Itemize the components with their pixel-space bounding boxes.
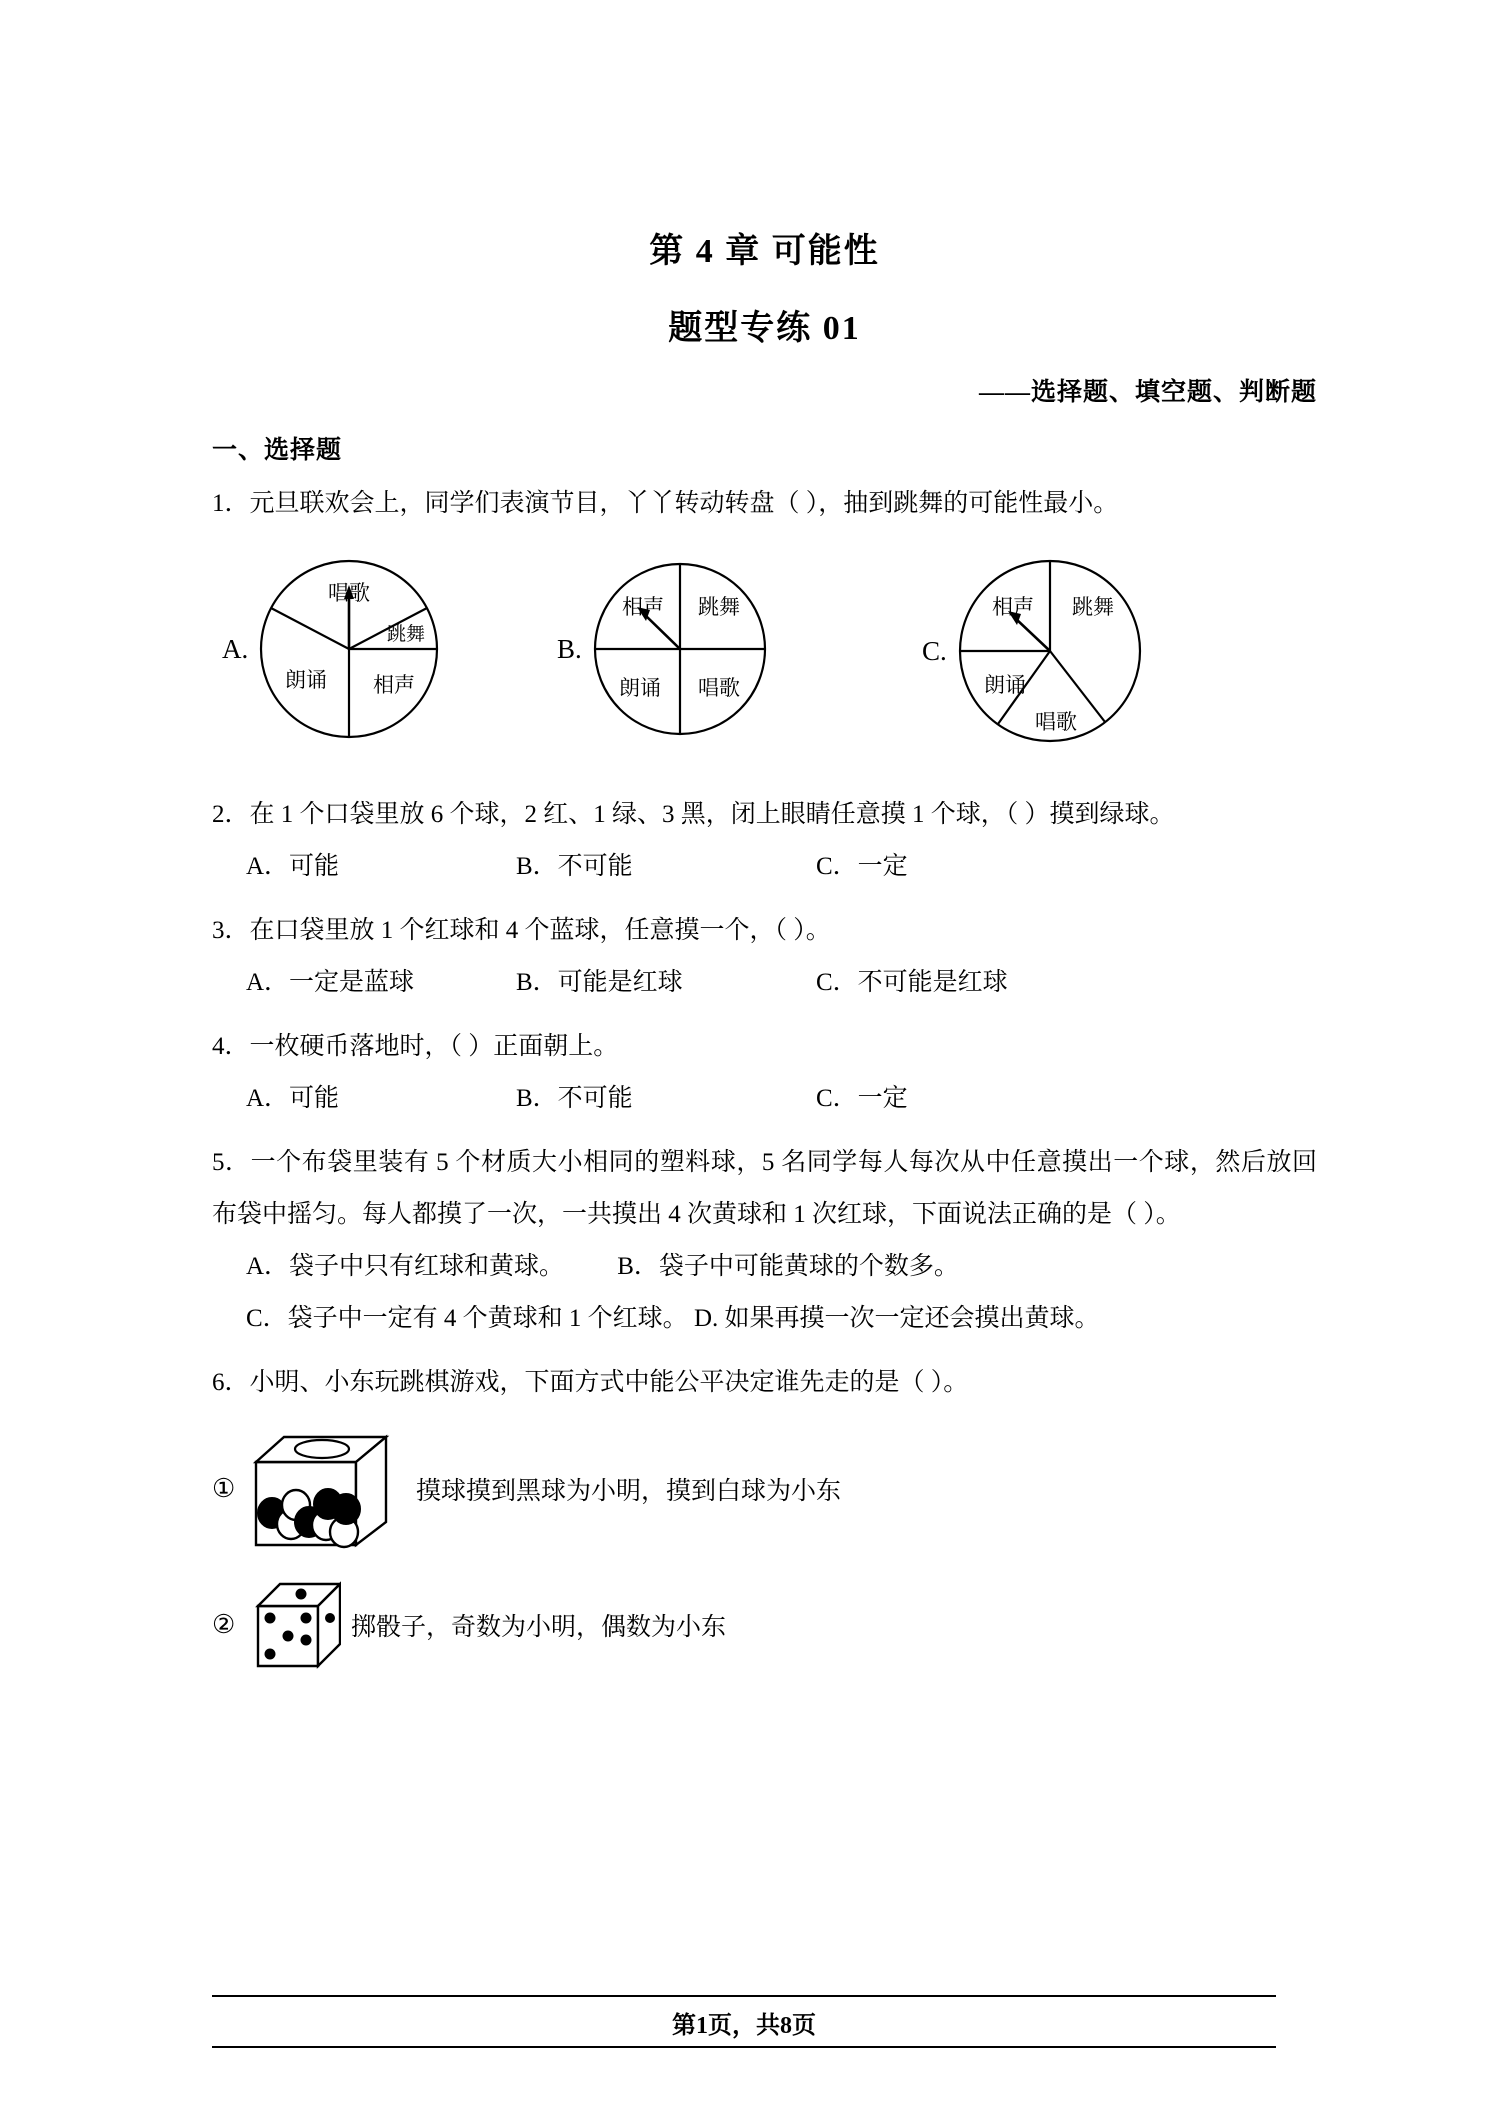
question-4-stem: 4．一枚硬币落地时，（ ）正面朝上。	[212, 1032, 619, 1060]
question-4-option-c[interactable]: C．一定	[816, 1084, 908, 1112]
spinner-b-sector-4: 唱歌	[697, 675, 740, 700]
page-footer: 第1页，共8页	[672, 2013, 816, 2039]
spinner-a-label: A.	[222, 633, 249, 664]
spinner-b-sector-1: 相声	[621, 594, 664, 619]
spinner-c-diagram	[953, 552, 1148, 752]
question-4-option-a[interactable]: A．可能	[246, 1084, 340, 1112]
question-1-spinners	[212, 552, 1317, 777]
spinner-c-sector-1: 相声	[991, 594, 1034, 619]
question-3-option-b[interactable]: B．可能是红球	[516, 968, 683, 996]
question-3-options	[212, 957, 1317, 1009]
spinner-a-sector-1: 唱歌	[328, 580, 371, 605]
spinner-b-label: B.	[557, 633, 582, 664]
spinner-a-sector-3: 相声	[373, 672, 416, 697]
spinner-option-b[interactable]	[557, 552, 773, 747]
footer-rule-bottom	[212, 2046, 1276, 2048]
spinner-b-diagram	[588, 552, 773, 747]
footer-rule-top	[212, 1995, 1276, 1997]
question-1-stem: 1．元旦联欢会上，同学们表演节目，丫丫转动转盘（ ），抽到跳舞的可能性最小。	[212, 489, 1119, 517]
illustration-1-text: 摸球摸到黑球为小明，摸到白球为小东	[416, 1478, 842, 1506]
question-5-option-a[interactable]: A．袋子中只有红球和黄球。	[246, 1252, 565, 1280]
spinner-option-a[interactable]	[222, 552, 444, 747]
question-5-options-row-1	[212, 1241, 1317, 1293]
question-2-option-b[interactable]: B．不可能	[516, 852, 633, 880]
spinner-b-sector-2: 跳舞	[697, 594, 740, 619]
spinner-c-sector-3: 朗诵	[983, 672, 1026, 697]
question-4-options	[212, 1073, 1317, 1125]
question-6-illustration-2	[212, 1578, 1317, 1673]
question-3-option-c[interactable]: C．不可能是红球	[816, 968, 1008, 996]
section-heading-choice: 一、选择题	[212, 436, 343, 464]
question-5-option-b[interactable]: B．袋子中可能黄球的个数多。	[617, 1252, 959, 1280]
question-5-option-c[interactable]: C．袋子中一定有 4 个黄球和 1 个红球。	[246, 1304, 688, 1332]
question-2-option-a[interactable]: A．可能	[246, 852, 340, 880]
question-2-stem: 2．在 1 个口袋里放 6 个球，2 红、1 绿、3 黑，闭上眼睛任意摸 1 个球，（ ）摸到绿球。	[212, 800, 1175, 828]
question-3-stem: 3．在口袋里放 1 个红球和 4 个蓝球，任意摸一个，（ ）。	[212, 916, 831, 944]
question-2-options	[212, 841, 1317, 893]
page-subtitle: 题型专练 01	[668, 309, 861, 347]
spinner-c-sector-2: 跳舞	[1071, 594, 1114, 619]
question-6-illustration-1	[212, 1427, 1317, 1552]
illustration-2-text: 掷骰子，奇数为小明，偶数为小东	[351, 1614, 727, 1642]
page-title: 第 4 章 可能性	[649, 233, 880, 270]
question-4-option-b[interactable]: B．不可能	[516, 1084, 633, 1112]
spinner-a-sector-2: 跳舞	[387, 623, 426, 645]
illustration-2-number: ②	[212, 1610, 236, 1640]
page-content	[212, 0, 1317, 1673]
spinner-a-diagram	[254, 552, 444, 747]
question-6-stem: 6．小明、小东玩跳棋游戏，下面方式中能公平决定谁先走的是（ ）。	[212, 1368, 969, 1396]
spinner-a-sector-4: 朗诵	[285, 667, 328, 692]
spinner-option-c[interactable]	[922, 552, 1148, 752]
ball-box-icon	[246, 1427, 406, 1552]
spinner-b-sector-3: 朗诵	[618, 675, 661, 700]
illustration-1-number: ①	[212, 1474, 236, 1504]
dice-icon	[246, 1578, 341, 1673]
question-5-options-row-2	[212, 1293, 1317, 1345]
question-5-option-d[interactable]: D. 如果再摸一次一定还会摸出黄球。	[693, 1304, 1100, 1332]
spinner-c-label: C.	[922, 636, 947, 667]
question-2-option-c[interactable]: C．一定	[816, 852, 908, 880]
page-subtitle-types: ——选择题、填空题、判断题	[978, 378, 1317, 406]
spinner-c-sector-4: 唱歌	[1034, 709, 1077, 734]
question-3-option-a[interactable]: A．一定是蓝球	[246, 968, 415, 996]
question-5-stem: 5．一个布袋里装有 5 个材质大小相同的塑料球，5 名同学每人每次从中任意摸出一个球，然后放回布袋中摇匀。每人都摸了一次，一共摸出 4 次黄球和 1 次红球，下面说法正确的是（ ）。	[212, 1148, 1317, 1228]
